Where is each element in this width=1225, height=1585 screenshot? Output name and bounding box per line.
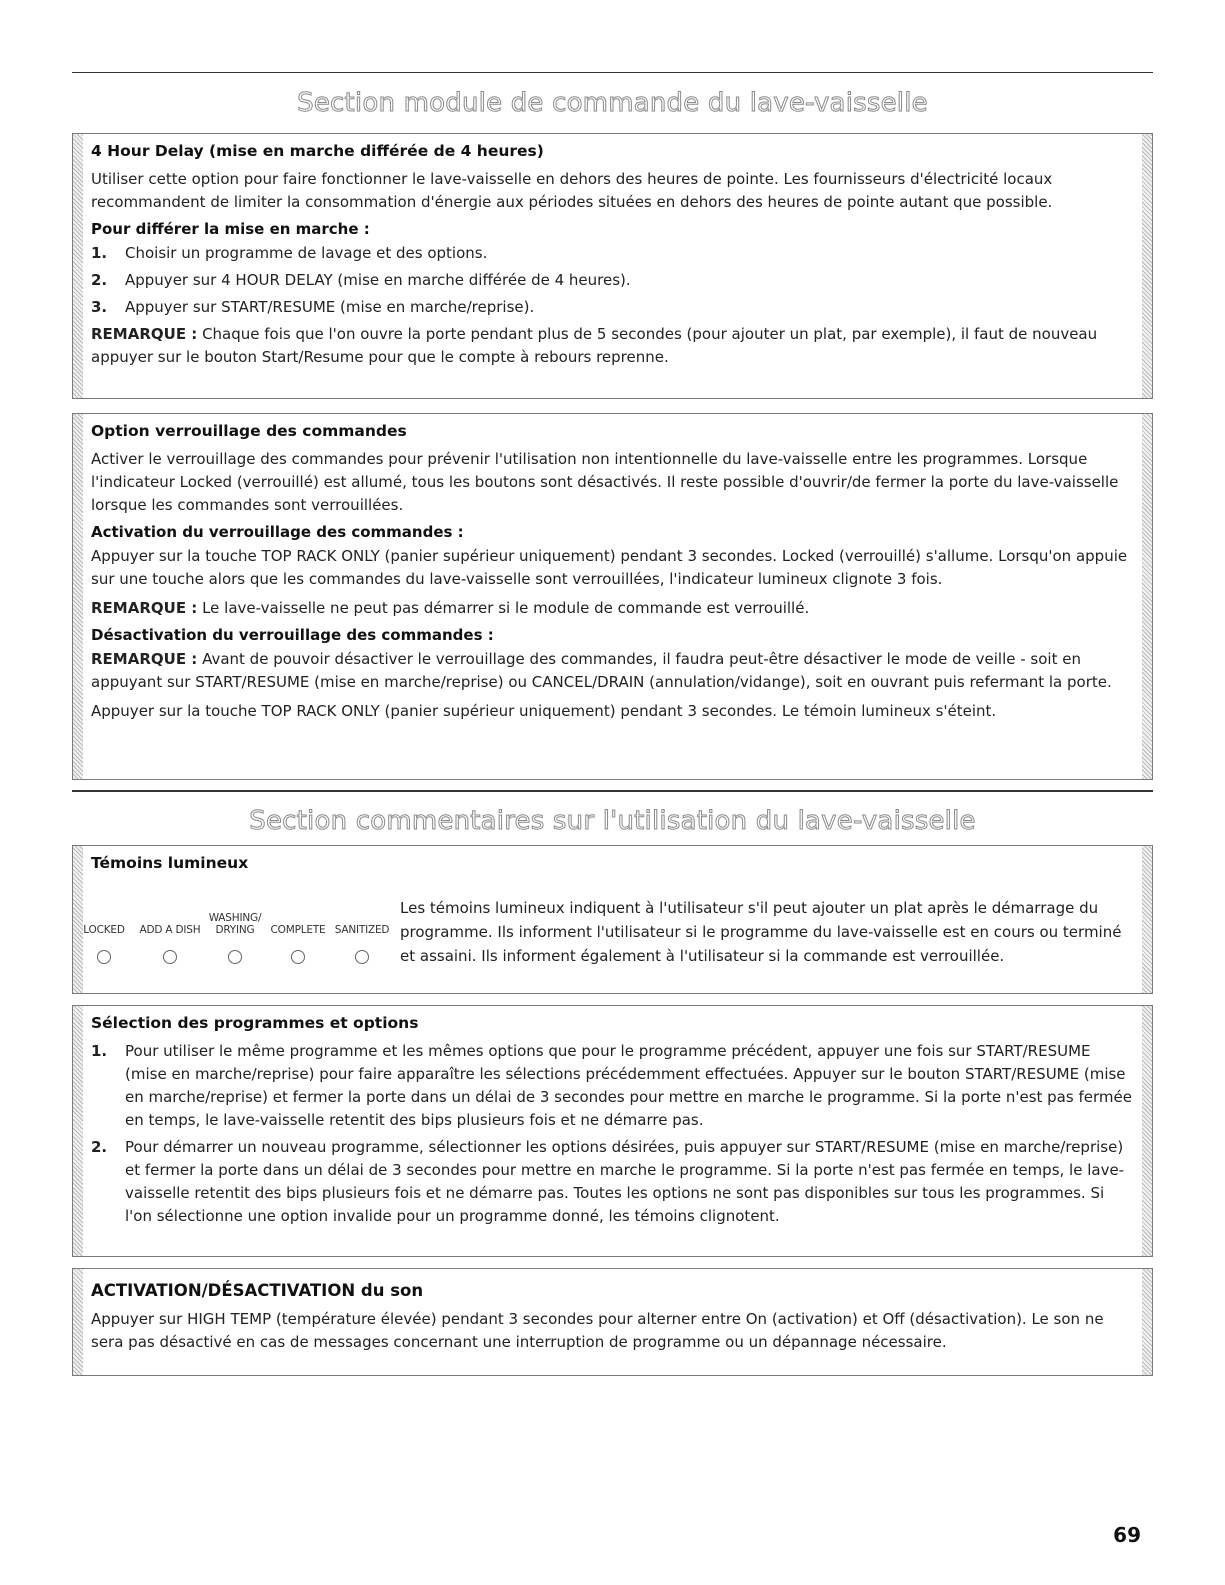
led-icon — [291, 950, 305, 964]
indicator-complete — [265, 912, 331, 964]
middle-rule — [72, 790, 1153, 792]
step-text: Appuyer sur START/RESUME (mise en marche/reprise). — [125, 298, 535, 316]
indicator-label-bottom: ADD A DISH — [139, 924, 201, 936]
sound-heading: ACTIVATION/DÉSACTIVATION du son — [91, 1281, 424, 1300]
list-item — [91, 242, 1134, 265]
indicator-label-top: WASHING/ — [208, 912, 262, 924]
note-label: REMARQUE : — [91, 325, 198, 343]
led-icon — [228, 950, 242, 964]
step-text: Appuyer sur 4 HOUR DELAY (mise en marche différée de 4 heures). — [125, 271, 631, 289]
indicator-label-bottom: COMPLETE — [270, 924, 326, 936]
item-number: 1. — [91, 1042, 108, 1060]
note-label: REMARQUE : — [91, 650, 198, 668]
sound-text: Appuyer sur HIGH TEMP (température élevée) pendant 3 secondes pour alterner entre On (activation) et Off (désactivation). Le son ne sera pas désactivé en cas de messages concernant une interruption de programme ou un dépannage nécessaire. — [91, 1310, 1104, 1351]
step-number: 2. — [91, 271, 108, 289]
step-text: Choisir un programme de lavage et des options. — [125, 244, 488, 262]
indicators-heading: Témoins lumineux — [91, 854, 249, 872]
lock-intro: Activer le verrouillage des commandes pour prévenir l'utilisation non intentionnelle du lave-vaisselle entre les programmes. Lorsque l'indicateur Locked (verrouillé) est allumé, tous les boutons sont désactivés. Il reste possible d'ouvrir/de fermer la porte du lave-vaisselle lorsque les commandes sont verrouillées. — [91, 450, 1119, 514]
lock-deactivation-text: Appuyer sur la touche TOP RACK ONLY (panier supérieur uniquement) pendant 3 secondes. Le témoin lumineux s'éteint. — [91, 702, 997, 720]
indicator-panel — [73, 912, 393, 964]
indicators-description: Les témoins lumineux indiquent à l'utilisateur s'il peut ajouter un plat après le démarrage du programme. Ils informent l'utilisateur si le programme du lave-vaisselle est en cours ou terminé et assaini. Ils informent également à l'utilisateur si la commande est verrouillée. — [400, 899, 1122, 965]
lock-activation-heading: Activation du verrouillage des commandes : — [91, 523, 464, 541]
page-number: 69 — [1113, 1523, 1141, 1547]
lock-deactivation-heading: Désactivation du verrouillage des commandes : — [91, 626, 494, 644]
indicator-label-bottom: DRYING — [215, 924, 255, 936]
led-icon — [163, 950, 177, 964]
delay-note — [91, 323, 1134, 369]
box-program-selection — [72, 1005, 1153, 1257]
box-control-lock — [72, 413, 1153, 780]
note-text: Avant de pouvoir désactiver le verrouillage des commandes, il faudra peut-être désactiver le mode de veille - soit en appuyant sur START/RESUME (mise en marche/reprise) ou CANCEL/DRAIN (annulation/vidange), soit en ouvrant puis refermant la porte. — [91, 650, 1112, 691]
top-rule — [72, 72, 1153, 73]
indicator-label — [335, 912, 390, 936]
item-text: Pour utiliser le même programme et les mêmes options que pour le programme précédent, appuyer une fois sur START/RESUME (mise en marche/reprise) pour faire apparaître les sélections précédemment effectuées. Appuyer sur le bouton START/RESUME (mise en marche/reprise) et fermer la porte dans un délai de 3 secondes pour mettre en marche le programme. Si la porte n'est pas fermée en temps, le lave-vaisselle retentit des bips plusieurs fois et ne démarre pas. — [125, 1042, 1132, 1129]
selection-list — [91, 1040, 1134, 1228]
list-item — [91, 296, 1134, 319]
box-sound-toggle — [72, 1268, 1153, 1376]
lock-note-1 — [91, 597, 1134, 620]
delay-steps — [91, 242, 1134, 319]
section-title-usage-comments: Section commentaires sur l'utilisation du lave-vaisselle — [249, 806, 976, 836]
lock-activation-text: Appuyer sur la touche TOP RACK ONLY (panier supérieur uniquement) pendant 3 secondes. Locked (verrouillé) s'allume. Lorsqu'on appuie sur une touche alors que les commandes du lave-vaisselle sont verrouillées, l'indicateur lumineux clignote 3 fois. — [91, 547, 1128, 588]
indicator-label-bottom: LOCKED — [83, 924, 125, 936]
lock-heading: Option verrouillage des commandes — [91, 422, 407, 440]
indicator-label — [83, 912, 124, 936]
delay-intro: Utiliser cette option pour faire fonctionner le lave-vaisselle en dehors des heures de pointe. Les fournisseurs d'électricité locaux recommandent de limiter la consommation d'énergie aux périodes situées en dehors des heures de pointe autant que possible. — [91, 170, 1053, 211]
indicator-label — [140, 912, 201, 936]
lock-note-2 — [91, 648, 1134, 694]
indicator-washing-drying — [205, 912, 265, 964]
indicator-label — [209, 912, 262, 936]
list-item — [91, 1136, 1134, 1228]
step-number: 1. — [91, 244, 108, 262]
indicator-label — [271, 912, 326, 936]
delay-heading: 4 Hour Delay (mise en marche différée de 4 heures) — [91, 142, 544, 160]
note-text: Le lave-vaisselle ne peut pas démarrer si le module de commande est verrouillé. — [197, 599, 810, 617]
box-4-hour-delay — [72, 133, 1153, 399]
note-label: REMARQUE : — [91, 599, 198, 617]
item-text: Pour démarrer un nouveau programme, sélectionner les options désirées, puis appuyer sur START/RESUME (mise en marche/reprise) et fermer la porte dans un délai de 3 secondes pour mettre en marche le programme. Si la porte n'est pas fermée en temps, le lave-vaisselle retentit des bips plusieurs fois et ne démarre pas. Toutes les options ne sont pas disponibles sur tous les programmes. Si l'on sélectionne une option invalide pour un programme donné, les témoins clignotent. — [125, 1138, 1125, 1225]
indicator-label-bottom: SANITIZED — [334, 924, 390, 936]
note-text: Chaque fois que l'on ouvre la porte pendant plus de 5 secondes (pour ajouter un plat, par exemple), il faut de nouveau appuyer sur le bouton Start/Resume pour que le compte à rebours reprenne. — [91, 325, 1098, 366]
selection-heading: Sélection des programmes et options — [91, 1014, 419, 1032]
indicator-sanitized — [331, 912, 393, 964]
step-number: 3. — [91, 298, 108, 316]
indicator-locked — [73, 912, 135, 964]
delay-subheading: Pour différer la mise en marche : — [91, 220, 370, 238]
led-icon — [355, 950, 369, 964]
list-item — [91, 269, 1134, 292]
section-title-control-module: Section module de commande du lave-vaisselle — [297, 88, 928, 118]
box-indicator-lights — [72, 845, 1153, 994]
led-icon — [97, 950, 111, 964]
indicator-add-a-dish — [135, 912, 205, 964]
item-number: 2. — [91, 1138, 108, 1156]
list-item — [91, 1040, 1134, 1132]
